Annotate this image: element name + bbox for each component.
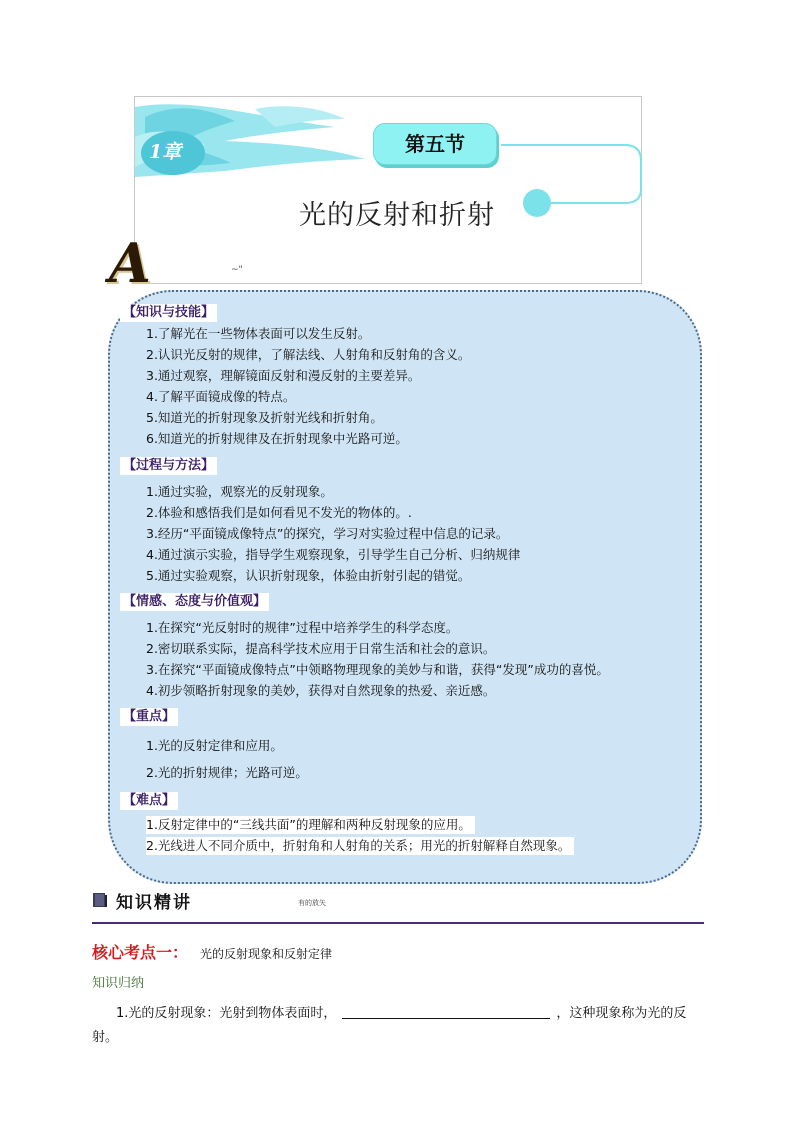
objective-item: 2.体验和感悟我们是如何看见不发光的物体的。.: [146, 505, 412, 520]
book-icon: [92, 892, 108, 908]
answer-blank[interactable]: [342, 1004, 550, 1019]
induction-label: 知识归纳: [92, 976, 145, 991]
objective-item: 2.光线进人不同介质中，折射角和人射角的关系；用光的折射解释自然现象。: [146, 837, 574, 855]
objective-item: 1.在探究“光反射时的规律”过程中培养学生的科学态度。: [146, 620, 459, 635]
objective-item: 1.了解光在一些物体表面可以发生反射。: [146, 326, 371, 341]
objective-item: 5.通过实验观察，认识折射现象，体验由折射引起的错觉。: [146, 568, 471, 583]
chapter-label: 1章: [149, 141, 182, 163]
key-point-topic: 光的反射现象和反射定律: [200, 947, 333, 961]
section-badge: 第五节: [373, 123, 497, 165]
lesson-title: 光的反射和折射: [299, 200, 495, 231]
objective-item: 3.通过观察，理解镜面反射和漫反射的主要差异。: [146, 368, 421, 383]
objective-item: 3.在探究“平面镜成像特点”中领略物理现象的美妙与和谐，获得“发现”成功的喜悦。: [146, 662, 609, 677]
objective-heading: 【知识与技能】: [120, 304, 217, 322]
key-point-label: 核心考点一：: [92, 943, 189, 962]
decorative-letter: A: [109, 231, 151, 295]
objective-heading: 【重点】: [120, 708, 178, 726]
objective-item: 6.知道光的折射规律及在折射现象中光路可逆。: [146, 431, 408, 446]
objective-heading: 【过程与方法】: [120, 457, 217, 475]
paragraph-text-line2: 射。: [92, 1030, 119, 1045]
objective-item: 1.光的反射定律和应用。: [146, 738, 283, 753]
objective-item: 1.反射定律中的“三线共面”的理解和两种反射现象的应用。: [146, 816, 475, 834]
objective-item: 5.知道光的折射现象及折射光线和折射角。: [146, 410, 383, 425]
objective-item: 4.了解平面镜成像的特点。: [146, 389, 296, 404]
objective-item: 2.密切联系实际，提高科学技术应用于日常生活和社会的意识。: [146, 641, 496, 656]
objective-item: 2.认识光反射的规律，了解法线、人射角和反射角的含义。: [146, 347, 471, 362]
objective-item: 4.初步领略折射现象的美妙，获得对自然现象的热爱、亲近感。: [146, 683, 496, 698]
objectives-panel: [108, 290, 702, 884]
objective-heading: 【情感、态度与价值观】: [120, 593, 269, 611]
lecture-note: 有的放矢: [298, 899, 326, 907]
decorative-mark: ~": [231, 265, 243, 275]
question-paragraph: [92, 1002, 704, 1050]
lecture-title: 知识精讲: [116, 893, 192, 913]
objective-heading: 【难点】: [120, 792, 178, 810]
chapter-banner: [109, 96, 642, 295]
key-point-heading: [92, 940, 332, 963]
objective-item: 2.光的折射规律；光路可逆。: [146, 765, 308, 780]
lecture-heading: [92, 886, 704, 924]
objective-item: 4.通过演示实验，指导学生观察现象，引导学生自己分析、归纳规律: [146, 547, 521, 562]
paragraph-text-after: ，这种现象称为光的反: [556, 1006, 687, 1021]
objective-item: 3.经历“平面镜成像特点”的探究，学习对实验过程中信息的记录。: [146, 526, 509, 541]
objective-item: 1.通过实验，观察光的反射现象。: [146, 484, 333, 499]
paragraph-text-before: 1.光的反射现象：光射到物体表面时，: [116, 1006, 337, 1021]
